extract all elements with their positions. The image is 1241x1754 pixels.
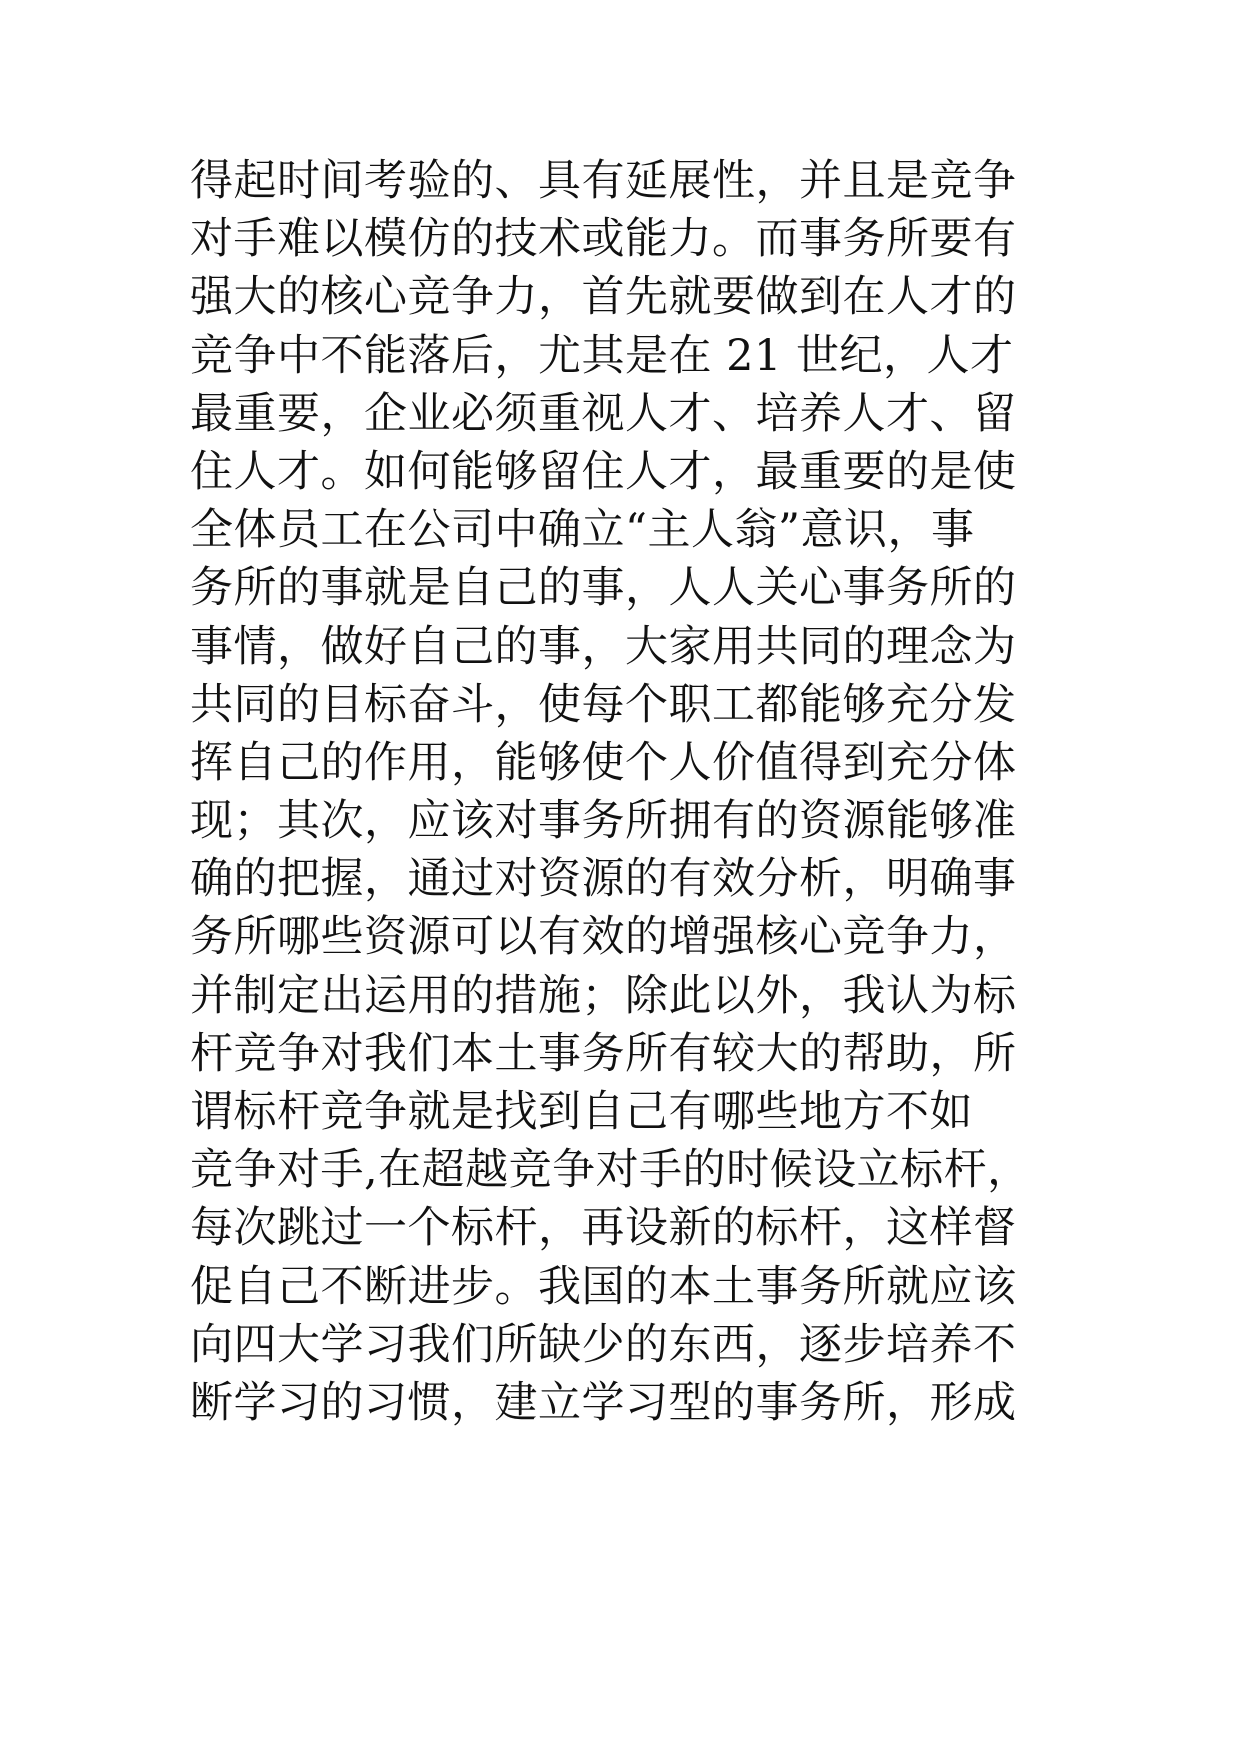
text-line: 全体员工在公司中确立“主人翁”意识，事 — [190, 505, 975, 556]
text-line: 共同的目标奋斗，使每个职工都能够充分发 — [190, 679, 1017, 730]
body-text — [190, 152, 1070, 1432]
text-line: 务所哪些资源可以有效的增强核心竞争力， — [190, 912, 1017, 963]
text-line: 最重要，企业必须重视人才、培养人才、留 — [190, 388, 1017, 439]
text-line: 住人才。如何能够留住人才，最重要的是使 — [190, 446, 1017, 497]
text-line: 强大的核心竞争力，首先就要做到在人才的 — [190, 272, 1017, 323]
text-line: 杆竞争对我们本土事务所有较大的帮助，所 — [190, 1028, 1017, 1079]
text-line: 竞争中不能落后，尤其是在 21 世纪，人才 — [190, 330, 1014, 381]
text-line: 确的把握，通过对资源的有效分析，明确事 — [190, 854, 1017, 905]
text-line: 得起时间考验的、具有延展性，并且是竞争 — [190, 156, 1017, 206]
text-line: 断学习的习惯，建立学习型的事务所，形成 — [190, 1377, 1017, 1428]
text-line: 每次跳过一个标杆，再设新的标杆，这样督 — [190, 1203, 1017, 1254]
text-line: 促自己不断进步。我国的本土事务所就应该 — [190, 1261, 1017, 1312]
text-line: 对手难以模仿的技术或能力。而事务所要有 — [190, 214, 1017, 265]
text-line: 现；其次，应该对事务所拥有的资源能够准 — [190, 796, 1017, 847]
text-line: 向四大学习我们所缺少的东西，逐步培养不 — [190, 1319, 1017, 1370]
text-line: 务所的事就是自己的事，人人关心事务所的 — [190, 563, 1017, 614]
text-line: 竞争对手,在超越竞争对手的时候设立标杆， — [190, 1145, 1031, 1196]
text-line: 事情，做好自己的事，大家用共同的理念为 — [190, 621, 1017, 672]
text-line: 并制定出运用的措施；除此以外，我认为标 — [190, 970, 1017, 1021]
text-line: 挥自己的作用，能够使个人价值得到充分体 — [190, 737, 1017, 788]
text-line: 谓标杆竞争就是找到自己有哪些地方不如 — [190, 1087, 973, 1137]
